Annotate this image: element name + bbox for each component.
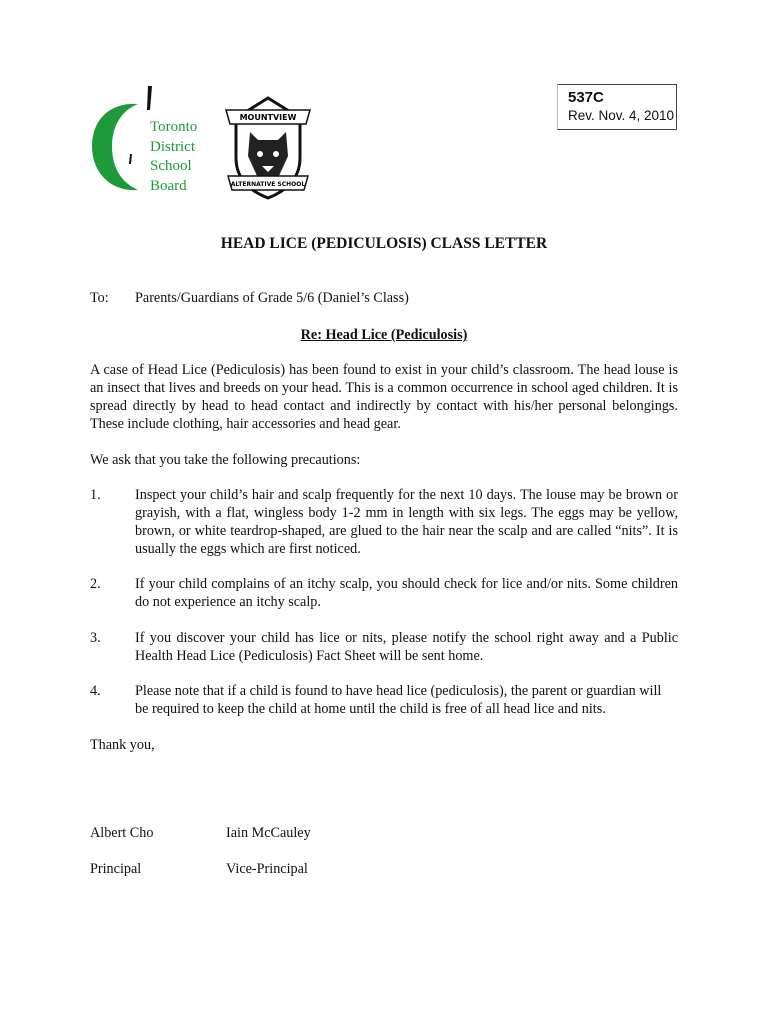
mountview-crest: [222, 96, 314, 200]
signatory-role: Vice-Principal: [226, 861, 308, 877]
revision-date: Rev. Nov. 4, 2010: [568, 108, 675, 123]
logo-line: Toronto: [150, 119, 198, 135]
to-value: Parents/Guardians of Grade 5/6 (Daniel’s Class): [135, 290, 409, 306]
precaution-item: If your child complains of an itchy scalp, you should check for lice and/or nits. Some children do not experience an itchy scalp.: [135, 576, 678, 610]
intro-paragraph: A case of Head Lice (Pediculosis) has been found to exist in your child’s classroom. The head louse is an insect that lives and breeds on your head. This is a common occurrence in school aged children. It is spread directly by head to head contact and indirectly by contact with his/her personal belongings. These include clothing, hair accessories and head gear.: [90, 362, 678, 432]
tdsb-logo: [90, 84, 210, 196]
signatory-role: Principal: [90, 861, 142, 877]
svg-text:MOUNTVIEW: MOUNTVIEW: [239, 113, 297, 122]
logo-line: Board: [150, 177, 187, 194]
form-code: 537C: [568, 89, 604, 106]
svg-text:ALTERNATIVE SCHOOL: ALTERNATIVE SCHOOL: [230, 181, 306, 188]
logo-line: School: [150, 158, 192, 174]
item-number: 4.: [90, 683, 101, 699]
form-number-box: [557, 84, 677, 130]
precaution-item: Please note that if a child is found to have head lice (pediculosis), the parent or guardian will be required to keep the child at home until the child is free of all head lice and nits.: [135, 683, 662, 717]
signatory-name: Albert Cho: [90, 825, 154, 841]
subject-line: Re: Head Lice (Pediculosis): [300, 327, 468, 343]
logo-line: District: [150, 138, 195, 155]
tdsb-logo-text: [150, 118, 197, 196]
item-number: 1.: [90, 487, 101, 503]
precaution-item: Inspect your child’s hair and scalp frequently for the next 10 days. The louse may be brown or grayish, with a flat, wingless body 1-2 mm in length with six legs. The eggs may be yellow, brown, or white teardrop-shaped, are glued to the hair near the scalp and are called “nits”. It is usually the eggs which are first noticed.: [135, 487, 678, 557]
letter-title: HEAD LICE (PEDICULOSIS) CLASS LETTER: [220, 235, 548, 252]
signatory-name: Iain McCauley: [226, 825, 311, 841]
cougar-crest-icon: [222, 96, 314, 200]
precautions-intro: We ask that you take the following precautions:: [90, 452, 361, 468]
precaution-item: If you discover your child has lice or nits, please notify the school right away and a Public Health Head Lice (Pediculosis) Fact Sheet will be sent home.: [135, 630, 678, 664]
item-number: 2.: [90, 576, 101, 592]
closing: Thank you,: [90, 737, 155, 753]
item-number: 3.: [90, 630, 101, 646]
to-label: To:: [90, 290, 109, 306]
